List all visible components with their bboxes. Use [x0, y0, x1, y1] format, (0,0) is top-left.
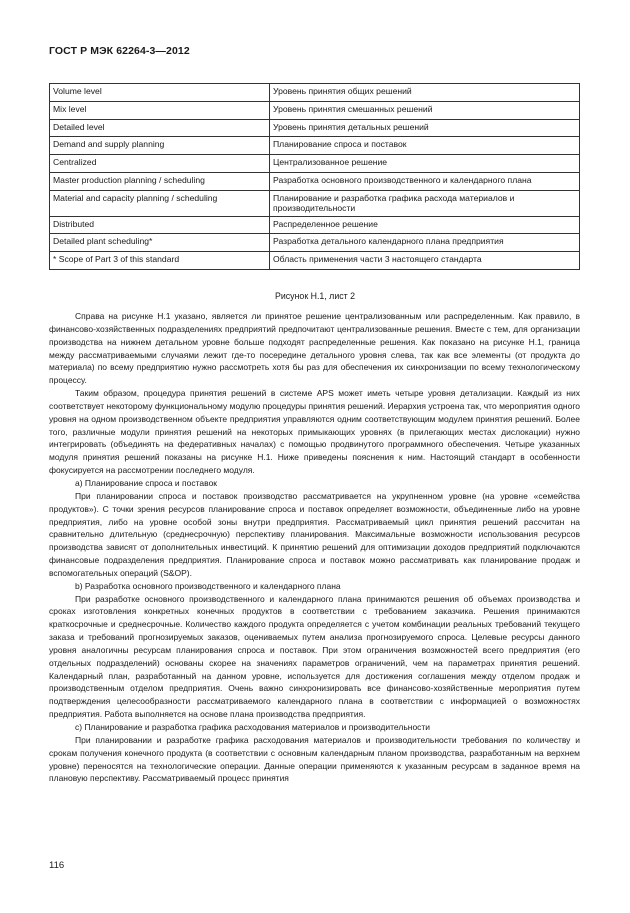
term-russian: Уровень принятия смешанных решений — [270, 101, 580, 119]
term-english: Centralized — [50, 155, 270, 173]
term-english: Volume level — [50, 84, 270, 102]
term-english: * Scope of Part 3 of this standard — [50, 252, 270, 270]
term-russian: Разработка основного производственного и календарного плана — [270, 172, 580, 190]
paragraph: Справа на рисунке Н.1 указано, является ли принятое решение централизованным или распределенным. Как правило, в финансово-хозяйственных подразделениях предприятий предпочитают централизованные решения. Вместе с тем, для организации производства на нижнем детальном уровне больше подходят распределенные решения. Как показано на рисунке Н.1, граница между рассматриваемыми случаями лежит где-то посередине детального уровня слева, так как все элементы (от продукта до материала) по всему предприятию нужно рассмотреть хотя бы раз для обеспечения их синхронизации по всему технологическому процессу. — [49, 311, 580, 386]
body-text — [49, 310, 580, 785]
term-russian: Планирование спроса и поставок — [270, 137, 580, 155]
table-row — [50, 101, 580, 119]
list-item-heading: a) Планирование спроса и поставок — [75, 477, 218, 488]
document-header: ГОСТ Р МЭК 62264-3—2012 — [49, 45, 190, 57]
figure-caption: Рисунок Н.1, лист 2 — [274, 291, 355, 301]
term-russian: Распределенное решение — [270, 216, 580, 234]
term-english: Demand and supply planning — [50, 137, 270, 155]
glossary-table — [49, 83, 580, 270]
term-russian: Уровень принятия детальных решений — [270, 119, 580, 137]
table-row — [50, 234, 580, 252]
term-english: Material and capacity planning / scheduling — [50, 190, 270, 216]
list-item-heading: b) Разработка основного производственного и календарного плана — [75, 580, 341, 591]
table-row — [50, 172, 580, 190]
paragraph: При планировании и разработке графика расходования материалов и производительности требования по количеству и срокам получения конечного продукта (в соответствии с основным календарным планом производства, разработанным на верхнем уровне) переносятся на технологические операции. Данные операции применяются к указанным ресурсам в заданное время на плановую перспективу. Рассматриваемый процесс принятия — [49, 734, 580, 784]
term-russian: Область применения части 3 настоящего стандарта — [270, 252, 580, 270]
term-russian: Централизованное решение — [270, 155, 580, 173]
term-english: Detailed plant scheduling* — [50, 234, 270, 252]
term-russian: Разработка детального календарного плана предприятия — [270, 234, 580, 252]
list-item-heading: c) Планирование и разработка графика расходования материалов и производительности — [75, 722, 431, 732]
table-row — [50, 119, 580, 137]
page-number: 116 — [49, 860, 65, 871]
table-row — [50, 190, 580, 216]
term-english: Detailed level — [50, 119, 270, 137]
term-russian: Уровень принятия общих решений — [270, 84, 580, 102]
term-english: Mix level — [50, 101, 270, 119]
paragraph: При планировании спроса и поставок производство рассматривается на укрупненном уровне (на уровне «семейства продуктов»). С точки зрения ресурсов планирование спроса и поставок определяет возможности, объединенные либо на уровне предприятия, либо на уровне особой зоны внутри предприятия. Рассматриваемый цикл принятия решений рассчитан на сравнительно длительную (среднесрочную) перспективу планирования. Максимальные возможности использования ресурсов производства зависят от дополнительных инвестиций. К принятию решений для оптимизации доходов предприятий подключаются финансовые подразделения предприятия. Планирование спроса и поставок можно рассматривать как планирование продаж и вспомогательных операций (S&OP). — [49, 490, 580, 578]
table-row — [50, 155, 580, 173]
term-russian: Планирование и разработка графика расхода материалов и производительности — [270, 190, 580, 216]
paragraph: При разработке основного производственного и календарного плана принимаются решения об объемах производства и сроках изготовления конкретных конечных продуктов в соответствии с требованием заказчика. Решения принимаются краткосрочные и среднесрочные. Количество каждого продукта определяется с учетом комбинации реальных требований текущего заказа и требований прогнозируемых заказов, оцениваемых путем анализа прогнозируемого спроса. Целевые ресурсы данного уровня аналогичны ресурсам планирования спроса и поставок. При этом ограничения возможностей всего предприятия (его отдельных подразделений) основаны скорее на значениях параметров ограничений, чем на параметрах принятия решений. Календарный план, разработанный на данном уровне, используется для достижения соглашения между отделом продаж и производственным отделом предприятия. Очень важно синхронизировать все финансово-хозяйственные мероприятия путем подтверждения целесообразности рассматриваемого календарного плана в соответствии с информацией о возможностях предприятия. Работа выполняется на основе плана производства предприятия. — [49, 593, 580, 720]
paragraph: Таким образом, процедура принятия решений в системе APS может иметь четыре уровня детализации. Каждый из них соответствует некоторому функциональному модулю процедуры принятия решений. Иерархия устроена так, что мероприятия одного уровня на одном производственном объекте предприятия управляются одним соответствующим модулем принятия решений. Более того, различные модули принятия решений на некоторых примыкающих уровнях (в прилегающих местах дислокации) нужно интегрировать (объединять на федеративных началах) с помощью продвинутого программного обеспечения. Четыре указанных модуля принятия решений показаны на рисунке Н.1. Ниже приведены пояснения к ним. Настоящий стандарт в особенности фокусируется на рассмотрении последнего модуля. — [49, 388, 580, 476]
term-english: Master production planning / scheduling — [50, 172, 270, 190]
table-row — [50, 252, 580, 270]
table-row — [50, 216, 580, 234]
term-english: Distributed — [50, 216, 270, 234]
table-row — [50, 84, 580, 102]
table-row — [50, 137, 580, 155]
